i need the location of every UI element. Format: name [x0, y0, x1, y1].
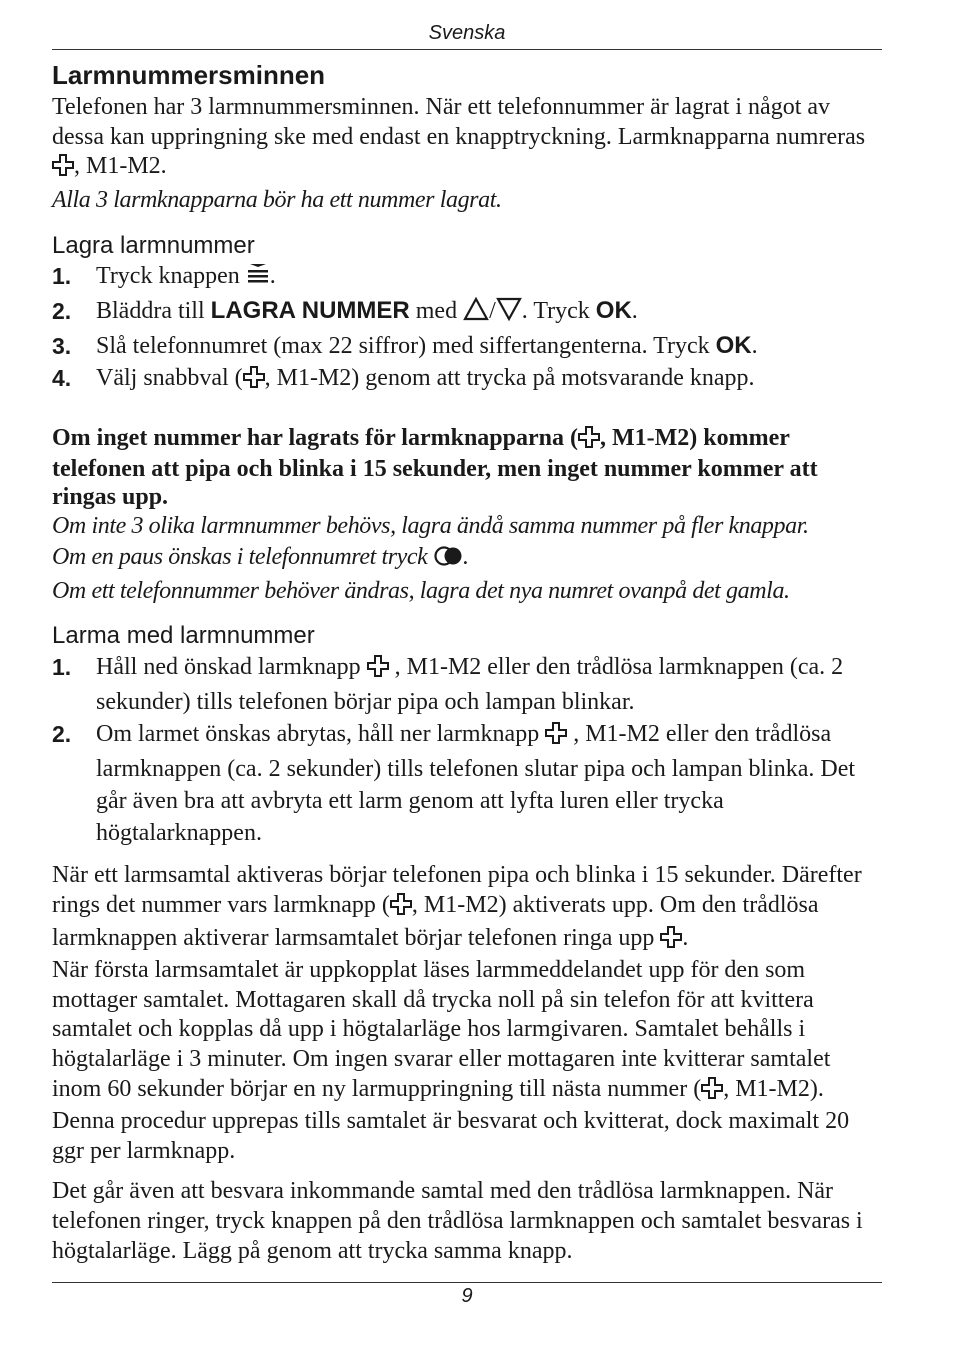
page-content [52, 58, 882, 1266]
section-title-larma: Larma med larmnummer [52, 622, 315, 650]
section-title-larmnummersminnen: Larmnummersminnen [52, 60, 326, 90]
pause-icon [433, 545, 463, 576]
ok-key-label: OK [715, 332, 752, 360]
alarm-call-paragraph: När första larmsamtalet är uppkopplat läses larmmeddelandet upp för den som mottager samtalet. Mottagaren skall då trycka noll på sin telefon för att kvittera samtalet och kopplas då upp i högtalarläge hos larmgivaren. Samtalet behålls i högtalarläge i 3 minuter. Om ingen svarar eller mottagaren inte kvitterar samtalet inom 60 sekunder börjar en ny larmuppringning till nästa nummer ( , M1-M2). Denna procedur upprepas tills samtalet är besvarat och kvitterat, dock maximalt 20 ggr per larmknapp. [52, 957, 850, 1164]
alarm-step-1: 1. Håll ned önskad larmknapp , M1-M2 eller den trådlösa larmknappen (ca. 2 sekunder) tills telefonen börjar pipa och lampan blinkar. [52, 654, 844, 716]
alarm-cross-icon [390, 893, 412, 924]
section-title-lagra-larmnummer: Lagra larmnummer [52, 232, 255, 260]
note-pause: Om en paus önskas i telefonnumret tryck . [52, 542, 882, 576]
intro-paragraph: Telefonen har 3 larmnummersminnen. När ett telefonnummer är lagrat i något av dessa kan uppringning ske med endast en knapptryckning. Larmknapparna numreras , M1-M2. [52, 93, 882, 185]
alarm-cross-icon [52, 154, 74, 185]
page-number: 9 [461, 1285, 473, 1307]
store-step-1: 1. Tryck knappen . [52, 260, 882, 295]
store-step-2: 2. Bläddra till LAGRA NUMMER med / . Tryck OK. [52, 295, 882, 330]
alarm-cross-icon [367, 654, 389, 686]
note-change-number: Om ett telefonnummer behöver ändras, lagra det nya numret ovanpå det gamla. [52, 578, 790, 605]
alarm-steps-list [52, 651, 882, 849]
menu-icon [246, 262, 270, 295]
alarm-cross-icon [701, 1077, 723, 1108]
store-step-4: 4. Välj snabbval ( , M1-M2) genom att trycka på motsvarande knapp. [52, 362, 882, 397]
store-step-3: 3. Slå telefonnumret (max 22 siffror) med siffertangenterna. Tryck OK. [52, 332, 758, 360]
ok-key-label: OK [595, 297, 632, 325]
answer-call-paragraph: Det går även att besvara inkommande samtal med den trådlösa larmknappen. När telefonen ringer, tryck knappen på den trådlösa larmknappen och samtalet besvaras i högtalarläge. Lägg på genom att trycka samma knapp. [52, 1178, 863, 1264]
alarm-cross-icon [243, 365, 265, 397]
down-triangle-icon [496, 297, 522, 330]
note-same-number: Om inte 3 olika larmnummer behövs, lagra ändå samma nummer på fler knappar. [52, 513, 809, 540]
intro-note: Alla 3 larmknapparna bör ha ett nummer lagrat. [52, 186, 502, 213]
alarm-cross-icon [660, 926, 682, 957]
up-triangle-icon [463, 297, 489, 330]
header-rule [52, 49, 882, 50]
alarm-activation-paragraph: När ett larmsamtal aktiveras börjar telefonen pipa och blinka i 15 sekunder. Därefter rings det nummer vars larmknapp ( , M1-M2) aktiverats upp. Om den trådlösa larmknappen aktiverar larmsamtalet börjar telefonen ringa upp . [52, 861, 882, 956]
store-steps-list [52, 260, 882, 397]
manual-page [52, 0, 882, 1354]
menu-option-lagra-nummer: LAGRA NUMMER [210, 297, 410, 325]
header-language: Svenska [428, 22, 506, 44]
warning-paragraph: Om inget nummer har lagrats för larmknapparna ( , M1-M2) kommer telefonen att pipa och blinka i 15 sekunder, men inget nummer kommer att ringas upp. [52, 425, 818, 511]
alarm-step-2: 2. Om larmet önskas abrytas, håll ner larmknapp , M1-M2 eller den trådlösa larmknappen (ca. 2 sekunder) tills telefonen slutar pipa och lampan blinka. Det går även bra att avbryta ett larm genom att lyfta luren eller trycka högtalarknappen. [52, 721, 856, 847]
alarm-cross-icon [578, 426, 600, 455]
footer-rule [52, 1282, 882, 1283]
alarm-cross-icon [545, 721, 567, 753]
